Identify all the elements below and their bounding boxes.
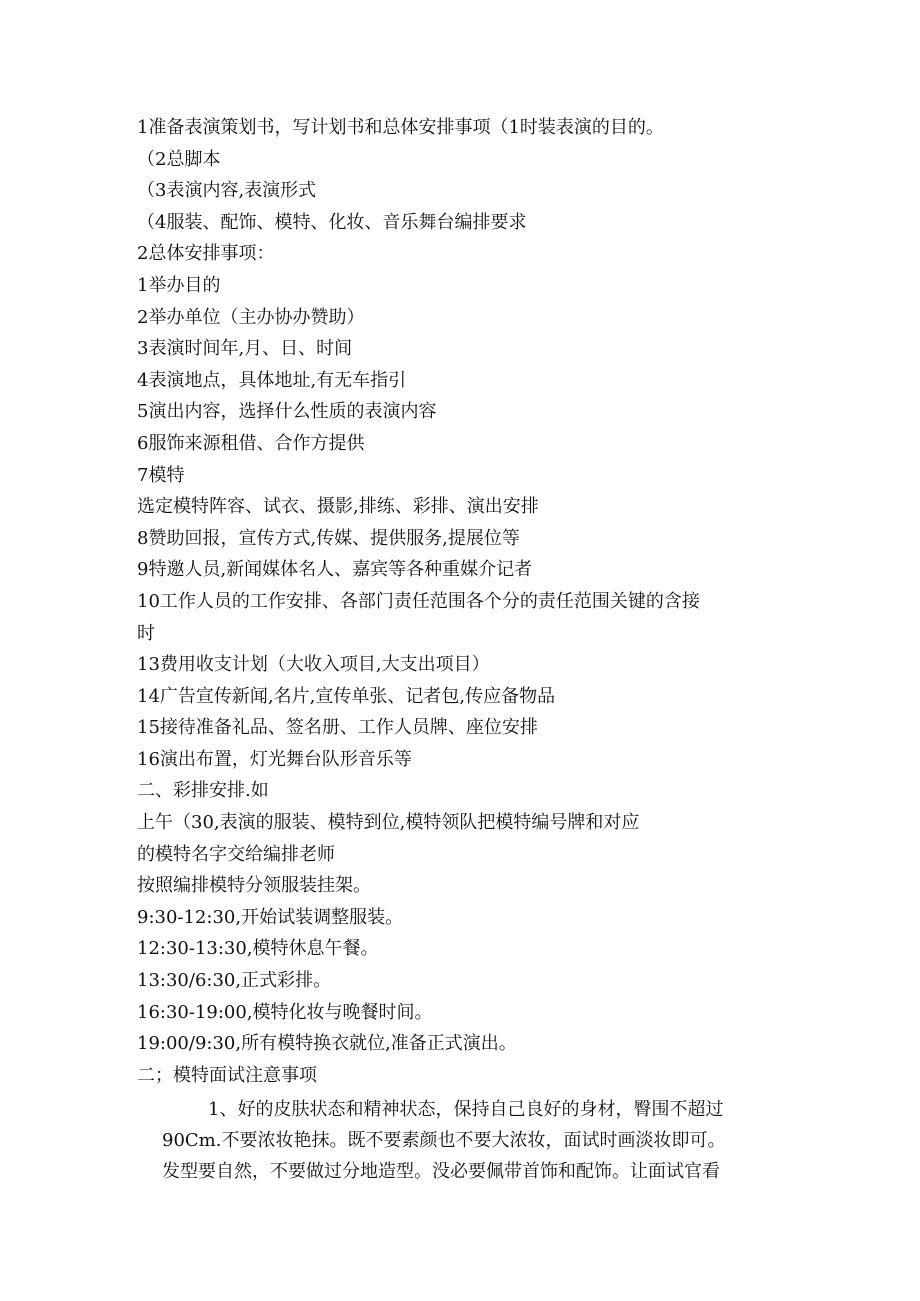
text-line: 按照编排模特分领服装挂架。 xyxy=(137,875,371,897)
text-line: 16演出布置，灯光舞台队形音乐等 xyxy=(137,748,412,770)
text-line: 5演出内容，选择什么性质的表演内容 xyxy=(137,401,437,423)
text-line: 1准备表演策划书，写计划书和总体安排事项（1时装表演的目的。 xyxy=(137,117,664,138)
section-heading: 二、彩排安排.如 xyxy=(137,780,269,802)
text-line: 4表演地点，具体地址,有无车指引 xyxy=(137,369,407,391)
text-line: 1举办目的 xyxy=(137,274,221,296)
text-line: 7模特 xyxy=(137,464,185,486)
text-line: 上午（30,表演的服装、模特到位,模特领队把模特编号牌和对应 xyxy=(137,812,640,834)
text-line: 时 xyxy=(137,622,155,644)
text-line: 2举办单位（主办协办赞助） xyxy=(137,306,365,328)
schedule-line: 9:30-12:30,开始试装调整服装。 xyxy=(137,906,404,928)
paragraph-line: 发型要自然，不要做过分地造型。没必要佩带首饰和配饰。让面试官看 xyxy=(162,1161,720,1182)
schedule-line: 19:00/9:30,所有模特换衣就位,准备正式演出。 xyxy=(137,1033,517,1055)
text-line: 选定模特阵容、试衣、摄影,排练、彩排、演出安排 xyxy=(137,496,539,518)
text-line: 13费用收支计划（大收入项目,大支出项目） xyxy=(137,654,490,676)
text-line: 的模特名字交给编排老师 xyxy=(137,843,335,865)
document-body xyxy=(137,112,837,1091)
text-line: 2总体安排事项： xyxy=(137,243,275,265)
text-line: （2总脚本 xyxy=(137,148,221,170)
schedule-line: 12:30-13:30,模特休息午餐。 xyxy=(137,938,379,960)
schedule-line: 13:30/6:30,正式彩排。 xyxy=(137,970,332,992)
schedule-line: 16:30-19:00,模特化妆与晚餐时间。 xyxy=(137,1001,433,1023)
paragraph-line: 90Cm.不要浓妆艳抹。既不要素颜也不要大浓妆，面试时画淡妆即可。 xyxy=(162,1130,726,1151)
text-line: （4服装、配饰、模特、化妆、音乐舞台编排要求 xyxy=(137,211,527,233)
text-line: （3表演内容,表演形式 xyxy=(137,180,317,202)
section-heading: 二；模特面试注意事项 xyxy=(137,1064,317,1086)
text-line: 8赞助回报，宣传方式,传媒、提供服务,提展位等 xyxy=(137,527,520,549)
text-line: 6服饰来源租借、合作方提供 xyxy=(137,432,365,454)
text-line: 9特邀人员,新闻媒体名人、嘉宾等各种重媒介记者 xyxy=(137,559,533,581)
text-line: 10工作人员的工作安排、各部门责任范围各个分的责任范围关键的含接 xyxy=(137,590,700,612)
paragraph-line: 1、好的皮肤状态和精神状态，保持自己良好的身材，臀围不超过 xyxy=(208,1099,724,1120)
text-line: 3表演时间年,月、日、时间 xyxy=(137,338,353,360)
text-line: 15接待准备礼品、签名册、工作人员牌、座位安排 xyxy=(137,717,538,739)
interview-paragraph xyxy=(162,1094,802,1187)
text-line: 14广告宣传新闻,名片,宣传单张、记者包,传应备物品 xyxy=(137,685,556,707)
